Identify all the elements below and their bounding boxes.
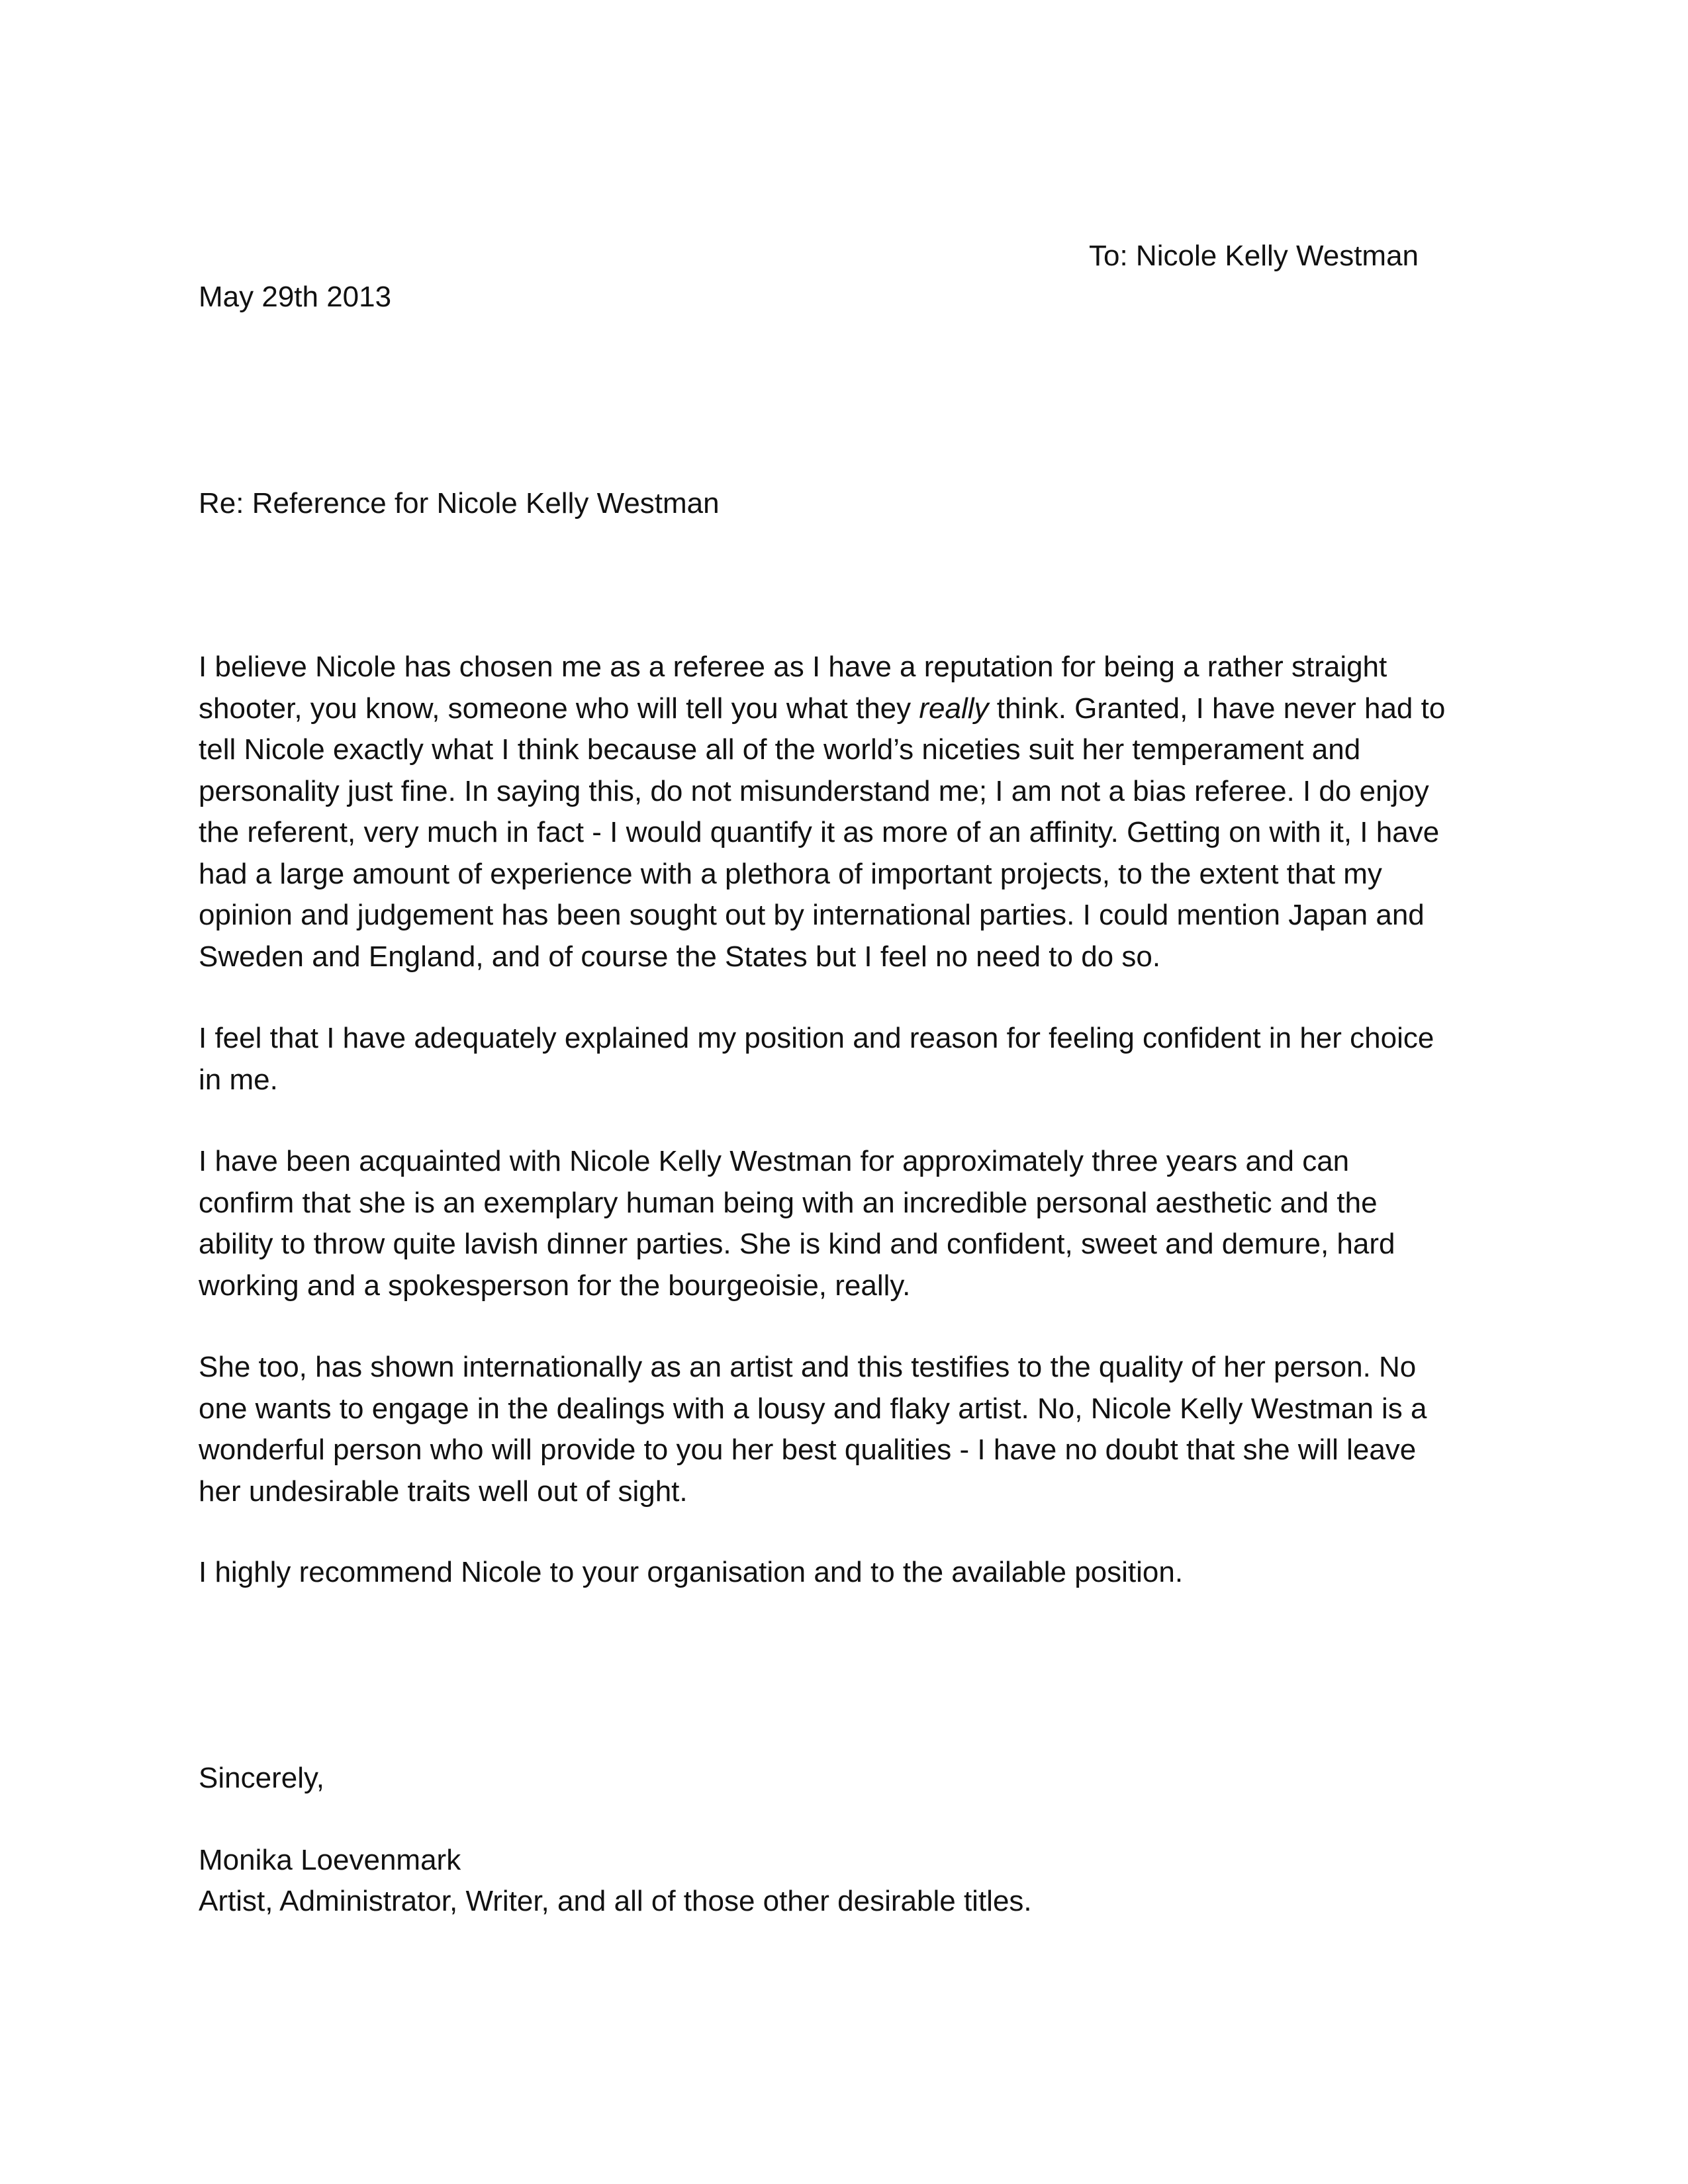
paragraph-line: I have been acquainted with Nicole Kelly Westman for approximately three years and can [199,1145,1350,1177]
paragraph-line: wonderful person who will provide to you her best qualities - I have no doubt that she will leave [199,1433,1417,1466]
paragraph-line: in me. [199,1063,278,1096]
paragraph-line [199,688,1523,730]
paragraph-artist [199,1347,1523,1512]
signer-title: Artist, Administrator, Writer, and all of those other desirable titles. [199,1885,1032,1917]
recipient-line: To: Nicole Kelly Westman [1089,240,1419,272]
paragraph-line: I believe Nicole has chosen me as a referee as I have a reputation for being a rather straight [199,651,1387,683]
paragraph-line: Sweden and England, and of course the States but I feel no need to do so. [199,940,1161,973]
text-segment: shooter, you know, someone who will tell you what they [199,692,919,725]
subject-line: Re: Reference for Nicole Kelly Westman [199,487,720,520]
signer-name: Monika Loevenmark [199,1844,461,1876]
paragraph-line: She too, has shown internationally as an artist and this testifies to the quality of her person. No [199,1351,1417,1383]
paragraph-line: one wants to engage in the dealings with a lousy and flaky artist. No, Nicole Kelly Westman is a [199,1392,1427,1425]
paragraph-line: the referent, very much in fact - I would quantify it as more of an affinity. Getting on with it, I have [199,816,1440,848]
text-segment: think. Granted, I have never had to [988,692,1446,725]
paragraph-line: her undesirable traits well out of sight. [199,1475,688,1508]
paragraph-recommendation [199,1552,1523,1594]
paragraph-position [199,1018,1523,1101]
paragraph-line: I feel that I have adequately explained my position and reason for feeling confident in her choice [199,1022,1434,1054]
closing-salutation: Sincerely, [199,1762,324,1794]
letter-date: May 29th 2013 [199,281,392,313]
paragraph-line: ability to throw quite lavish dinner parties. She is kind and confident, sweet and demure, hard [199,1228,1395,1260]
paragraph-line: tell Nicole exactly what I think because all of the world’s niceties suit her temperament and [199,733,1361,766]
paragraph-line: working and a spokesperson for the bourgeoisie, really. [199,1269,911,1302]
emphasized-word: really [919,692,989,725]
paragraph-line: opinion and judgement has been sought out by international parties. I could mention Japan and [199,899,1425,931]
paragraph-line: had a large amount of experience with a plethora of important projects, to the extent that my [199,857,1382,890]
paragraph-line: confirm that she is an exemplary human being with an incredible personal aesthetic and the [199,1186,1378,1219]
paragraph-line: personality just fine. In saying this, do not misunderstand me; I am not a bias referee. I do enjoy [199,774,1429,807]
paragraph-intro [199,647,1523,978]
paragraph-line: I highly recommend Nicole to your organisation and to the available position. [199,1556,1184,1588]
paragraph-acquaintance [199,1141,1523,1306]
